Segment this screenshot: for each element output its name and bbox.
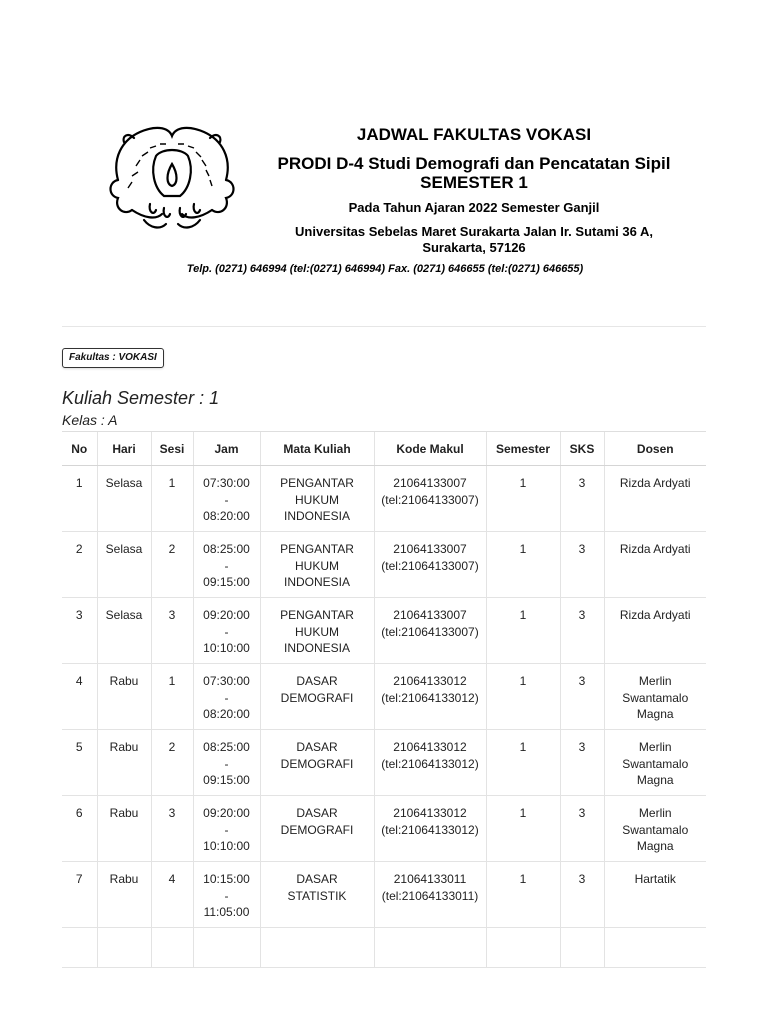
cell-empty <box>62 928 97 968</box>
kode-makul-value: 21064133012 <box>393 806 467 820</box>
jam-start: 09:20:00 <box>203 806 250 820</box>
kode-makul-tel-link[interactable]: (tel:21064133011) <box>381 888 479 903</box>
cell-mata-kuliah-line: STATISTIK <box>287 888 347 903</box>
cell-mata-kuliah <box>260 730 374 796</box>
cell-empty <box>97 928 151 968</box>
cell-empty <box>604 928 706 968</box>
cell-no: 4 <box>62 664 97 730</box>
column-header-mata-kuliah: Mata Kuliah <box>260 432 374 466</box>
cell-dosen <box>604 664 706 730</box>
jam-sep: - <box>224 624 229 639</box>
cell-sesi: 4 <box>151 862 193 928</box>
jam-start: 10:15:00 <box>203 872 250 886</box>
cell-dosen <box>604 532 706 598</box>
jam-sep: - <box>224 690 229 705</box>
cell-mata-kuliah-line: DEMOGRAFI <box>280 756 354 771</box>
cell-dosen-line: Rizda Ardyati <box>619 542 691 556</box>
cell-kode-makul <box>374 796 486 862</box>
schedule-table-container <box>62 431 706 1024</box>
jam-start: 08:25:00 <box>203 740 250 754</box>
cell-dosen-line: Magna <box>636 839 674 853</box>
column-header-no: No <box>62 432 97 466</box>
column-header-sks: SKS <box>560 432 604 466</box>
cell-mata-kuliah <box>260 598 374 664</box>
cell-sks: 3 <box>560 796 604 862</box>
cell-sks: 3 <box>560 664 604 730</box>
kode-makul-tel-link[interactable]: (tel:21064133007) <box>381 624 479 639</box>
jam-end: 10:10:00 <box>203 839 250 853</box>
cell-sks: 3 <box>560 466 604 532</box>
cell-dosen <box>604 730 706 796</box>
cell-mata-kuliah-line: HUKUM <box>295 558 339 573</box>
cell-kode-makul <box>374 598 486 664</box>
cell-mata-kuliah-line: DEMOGRAFI <box>280 822 354 837</box>
column-header-jam: Jam <box>193 432 260 466</box>
table-row <box>62 730 706 796</box>
cell-mata-kuliah-line: HUKUM <box>295 624 339 639</box>
cell-jam <box>193 862 260 928</box>
cell-dosen-line: Rizda Ardyati <box>619 608 691 622</box>
cell-empty <box>260 928 374 968</box>
cell-mata-kuliah <box>260 796 374 862</box>
jam-sep: - <box>224 492 229 507</box>
kode-makul-tel-link[interactable]: (tel:21064133012) <box>381 690 479 705</box>
cell-empty <box>193 928 260 968</box>
cell-empty <box>560 928 604 968</box>
cell-dosen <box>604 796 706 862</box>
cell-mata-kuliah-line: INDONESIA <box>283 641 350 655</box>
cell-dosen-line: Merlin <box>638 806 672 820</box>
cell-hari: Selasa <box>97 532 151 598</box>
cell-sks: 3 <box>560 730 604 796</box>
kode-makul-value: 21064133012 <box>393 740 467 754</box>
cell-semester: 1 <box>486 796 560 862</box>
table-header-row <box>62 432 706 466</box>
cell-mata-kuliah <box>260 862 374 928</box>
cell-no: 3 <box>62 598 97 664</box>
cell-dosen-line: Hartatik <box>634 872 676 886</box>
cell-mata-kuliah-line: HUKUM <box>295 492 339 507</box>
cell-jam <box>193 532 260 598</box>
cell-semester: 1 <box>486 466 560 532</box>
column-header-kode-makul: Kode Makul <box>374 432 486 466</box>
cell-kode-makul <box>374 862 486 928</box>
cell-no: 1 <box>62 466 97 532</box>
prodi-name: PRODI D-4 Studi Demografi dan Pencatatan Sipil <box>277 154 671 173</box>
kode-makul-value: 21064133007 <box>393 542 467 556</box>
cell-sesi: 3 <box>151 598 193 664</box>
kode-makul-value: 21064133012 <box>393 674 467 688</box>
cell-dosen-line: Magna <box>636 773 674 787</box>
cell-dosen <box>604 598 706 664</box>
cell-kode-makul <box>374 664 486 730</box>
cell-kode-makul <box>374 730 486 796</box>
jam-end: 11:05:00 <box>203 905 250 919</box>
jam-start: 07:30:00 <box>203 476 250 490</box>
jam-start: 07:30:00 <box>203 674 250 688</box>
cell-mata-kuliah-line: DEMOGRAFI <box>280 690 354 705</box>
cell-semester: 1 <box>486 664 560 730</box>
section-title: Kuliah Semester : 1 <box>62 388 220 408</box>
cell-semester: 1 <box>486 532 560 598</box>
kode-makul-tel-link[interactable]: (tel:21064133012) <box>381 822 479 837</box>
cell-mata-kuliah-line: INDONESIA <box>283 575 350 589</box>
cell-empty <box>151 928 193 968</box>
cell-hari: Selasa <box>97 466 151 532</box>
jam-end: 08:20:00 <box>203 707 250 721</box>
cell-semester: 1 <box>486 730 560 796</box>
cell-dosen-line: Swantamalo <box>622 690 689 705</box>
cell-sks: 3 <box>560 532 604 598</box>
kode-makul-tel-link[interactable]: (tel:21064133007) <box>381 492 479 507</box>
jam-sep: - <box>224 558 229 573</box>
schedule-table <box>62 431 706 968</box>
cell-mata-kuliah-line: PENGANTAR <box>280 608 354 622</box>
cell-dosen-line: Swantamalo <box>622 822 689 837</box>
cell-hari: Rabu <box>97 862 151 928</box>
jam-end: 09:15:00 <box>203 575 250 589</box>
column-header-semester: Semester <box>486 432 560 466</box>
table-row <box>62 664 706 730</box>
cell-mata-kuliah-line: DASAR <box>296 872 338 886</box>
cell-dosen-line: Merlin <box>638 674 672 688</box>
cell-dosen-line: Merlin <box>638 740 672 754</box>
university-address <box>240 224 708 256</box>
cell-mata-kuliah <box>260 664 374 730</box>
table-row <box>62 598 706 664</box>
jam-end: 10:10:00 <box>203 641 250 655</box>
cell-empty <box>486 928 560 968</box>
cell-hari: Selasa <box>97 598 151 664</box>
semester-title: SEMESTER 1 <box>420 173 528 192</box>
cell-sesi: 2 <box>151 730 193 796</box>
cell-jam <box>193 796 260 862</box>
cell-dosen-line: Rizda Ardyati <box>619 476 691 490</box>
cell-empty <box>374 928 486 968</box>
cell-hari: Rabu <box>97 730 151 796</box>
jam-sep: - <box>224 822 229 837</box>
table-row <box>62 862 706 928</box>
cell-mata-kuliah-line: PENGANTAR <box>280 476 354 490</box>
university-address-line-1: Universitas Sebelas Maret Surakarta Jalan Ir. Sutami 36 A, <box>295 224 653 239</box>
cell-jam <box>193 730 260 796</box>
jam-start: 08:25:00 <box>203 542 250 556</box>
cell-no: 2 <box>62 532 97 598</box>
cell-sesi: 1 <box>151 466 193 532</box>
table-row <box>62 532 706 598</box>
table-row <box>62 796 706 862</box>
cell-dosen-line: Swantamalo <box>622 756 689 771</box>
cell-mata-kuliah-line: DASAR <box>296 674 338 688</box>
cell-sesi: 1 <box>151 664 193 730</box>
cell-mata-kuliah <box>260 532 374 598</box>
cell-sesi: 3 <box>151 796 193 862</box>
cell-hari: Rabu <box>97 664 151 730</box>
cell-jam <box>193 664 260 730</box>
prodi-title <box>240 154 708 192</box>
cell-no: 5 <box>62 730 97 796</box>
jam-sep: - <box>224 888 229 903</box>
cell-no: 6 <box>62 796 97 862</box>
table-row <box>62 466 706 532</box>
schedule-table-body <box>62 466 706 968</box>
class-label: Kelas : A <box>62 412 118 428</box>
contact-info: Telp. (0271) 646994 (tel:(0271) 646994) Fax. (0271) 646655 (tel:(0271) 646655) <box>186 263 584 275</box>
cell-mata-kuliah-line: INDONESIA <box>283 509 350 523</box>
cell-sesi: 2 <box>151 532 193 598</box>
cell-mata-kuliah <box>260 466 374 532</box>
header-divider <box>62 326 706 327</box>
jam-start: 09:20:00 <box>203 608 250 622</box>
cell-mata-kuliah-line: DASAR <box>296 806 338 820</box>
cell-kode-makul <box>374 466 486 532</box>
cell-sks: 3 <box>560 862 604 928</box>
cell-dosen-line: Magna <box>636 707 674 721</box>
column-header-dosen: Dosen <box>604 432 706 466</box>
university-address-line-2: Surakarta, 57126 <box>422 240 526 255</box>
kode-makul-tel-link[interactable]: (tel:21064133012) <box>381 756 479 771</box>
kode-makul-value: 21064133007 <box>393 476 467 490</box>
schedule-title: JADWAL FAKULTAS VOKASI <box>356 125 592 144</box>
cell-semester: 1 <box>486 598 560 664</box>
jam-end: 08:20:00 <box>203 509 250 523</box>
academic-year: Pada Tahun Ajaran 2022 Semester Ganjil <box>348 200 600 215</box>
table-row-partial <box>62 928 706 968</box>
column-header-sesi: Sesi <box>151 432 193 466</box>
cell-jam <box>193 466 260 532</box>
jam-end: 09:15:00 <box>203 773 250 787</box>
kode-makul-value: 21064133007 <box>393 608 467 622</box>
cell-jam <box>193 598 260 664</box>
cell-kode-makul <box>374 532 486 598</box>
cell-hari: Rabu <box>97 796 151 862</box>
cell-no: 7 <box>62 862 97 928</box>
cell-semester: 1 <box>486 862 560 928</box>
cell-dosen <box>604 862 706 928</box>
cell-mata-kuliah-line: PENGANTAR <box>280 542 354 556</box>
kode-makul-value: 21064133011 <box>393 872 467 886</box>
kode-makul-tel-link[interactable]: (tel:21064133007) <box>381 558 479 573</box>
jam-sep: - <box>224 756 229 771</box>
university-logo <box>104 118 240 242</box>
fakultas-badge: Fakultas : VOKASI <box>62 348 164 368</box>
cell-dosen <box>604 466 706 532</box>
cell-sks: 3 <box>560 598 604 664</box>
cell-mata-kuliah-line: DASAR <box>296 740 338 754</box>
column-header-hari: Hari <box>97 432 151 466</box>
